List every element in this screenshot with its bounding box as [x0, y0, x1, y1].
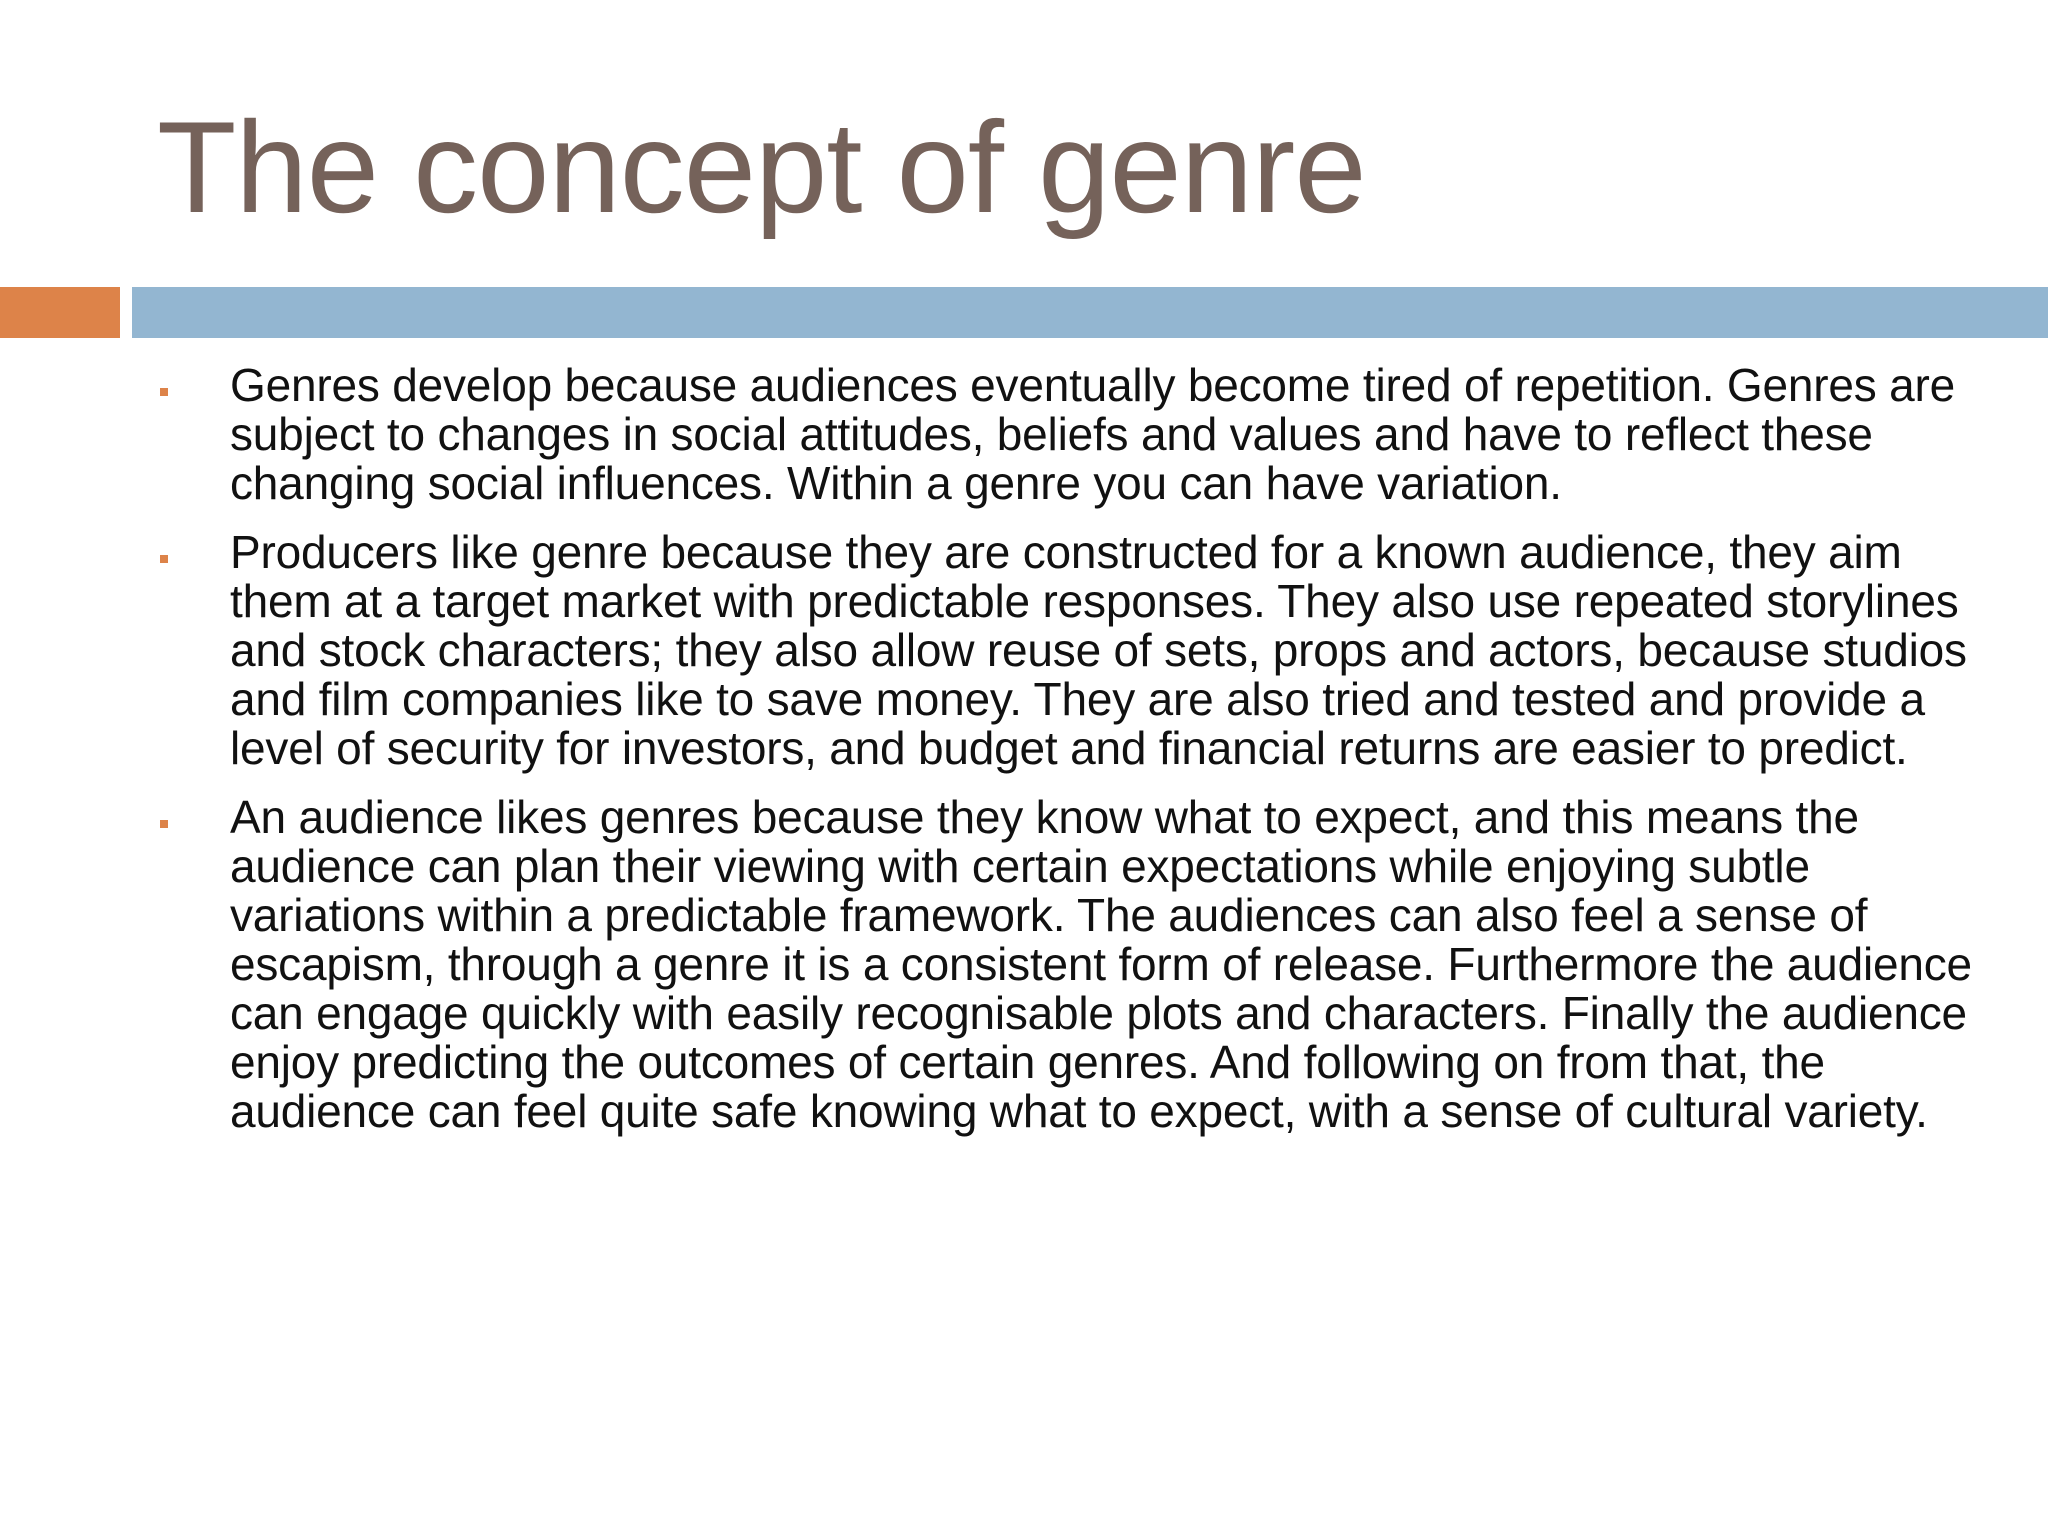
bullet-item	[0, 528, 2048, 773]
square-bullet-icon	[160, 555, 168, 563]
bullet-text: Genres develop because audiences eventually become tired of repetition. Genres are subject to changes in social attitudes, beliefs and values and have to reflect these changing social influences. Within a genre you can have variation.	[230, 359, 1955, 509]
square-bullet-icon	[160, 388, 168, 396]
bullet-item	[0, 793, 2048, 1136]
slide-title: The concept of genre	[157, 94, 1366, 240]
square-bullet-icon	[160, 820, 168, 828]
bullet-item	[0, 361, 2048, 508]
accent-bar	[0, 287, 120, 338]
title-divider-bar	[132, 287, 2048, 338]
bullet-text: Producers like genre because they are constructed for a known audience, they aim them at a target market with predictable responses. They also use repeated storylines and stock characters; they also allow reuse of sets, props and actors, because studios and film companies like to save money. They are also tried and tested and provide a level of security for investors, and budget and financial returns are easier to predict.	[230, 526, 1967, 774]
bullet-list	[0, 361, 2048, 1156]
bullet-text: An audience likes genres because they know what to expect, and this means the audience can plan their viewing with certain expectations while enjoying subtle variations within a predictable framework. The audiences can also feel a sense of escapism, through a genre it is a consistent form of release. Furthermore the audience can engage quickly with easily recognisable plots and characters. Finally the audience enjoy predicting the outcomes of certain genres. And following on from that, the audience can feel quite safe knowing what to expect, with a sense of cultural variety.	[230, 791, 1972, 1137]
